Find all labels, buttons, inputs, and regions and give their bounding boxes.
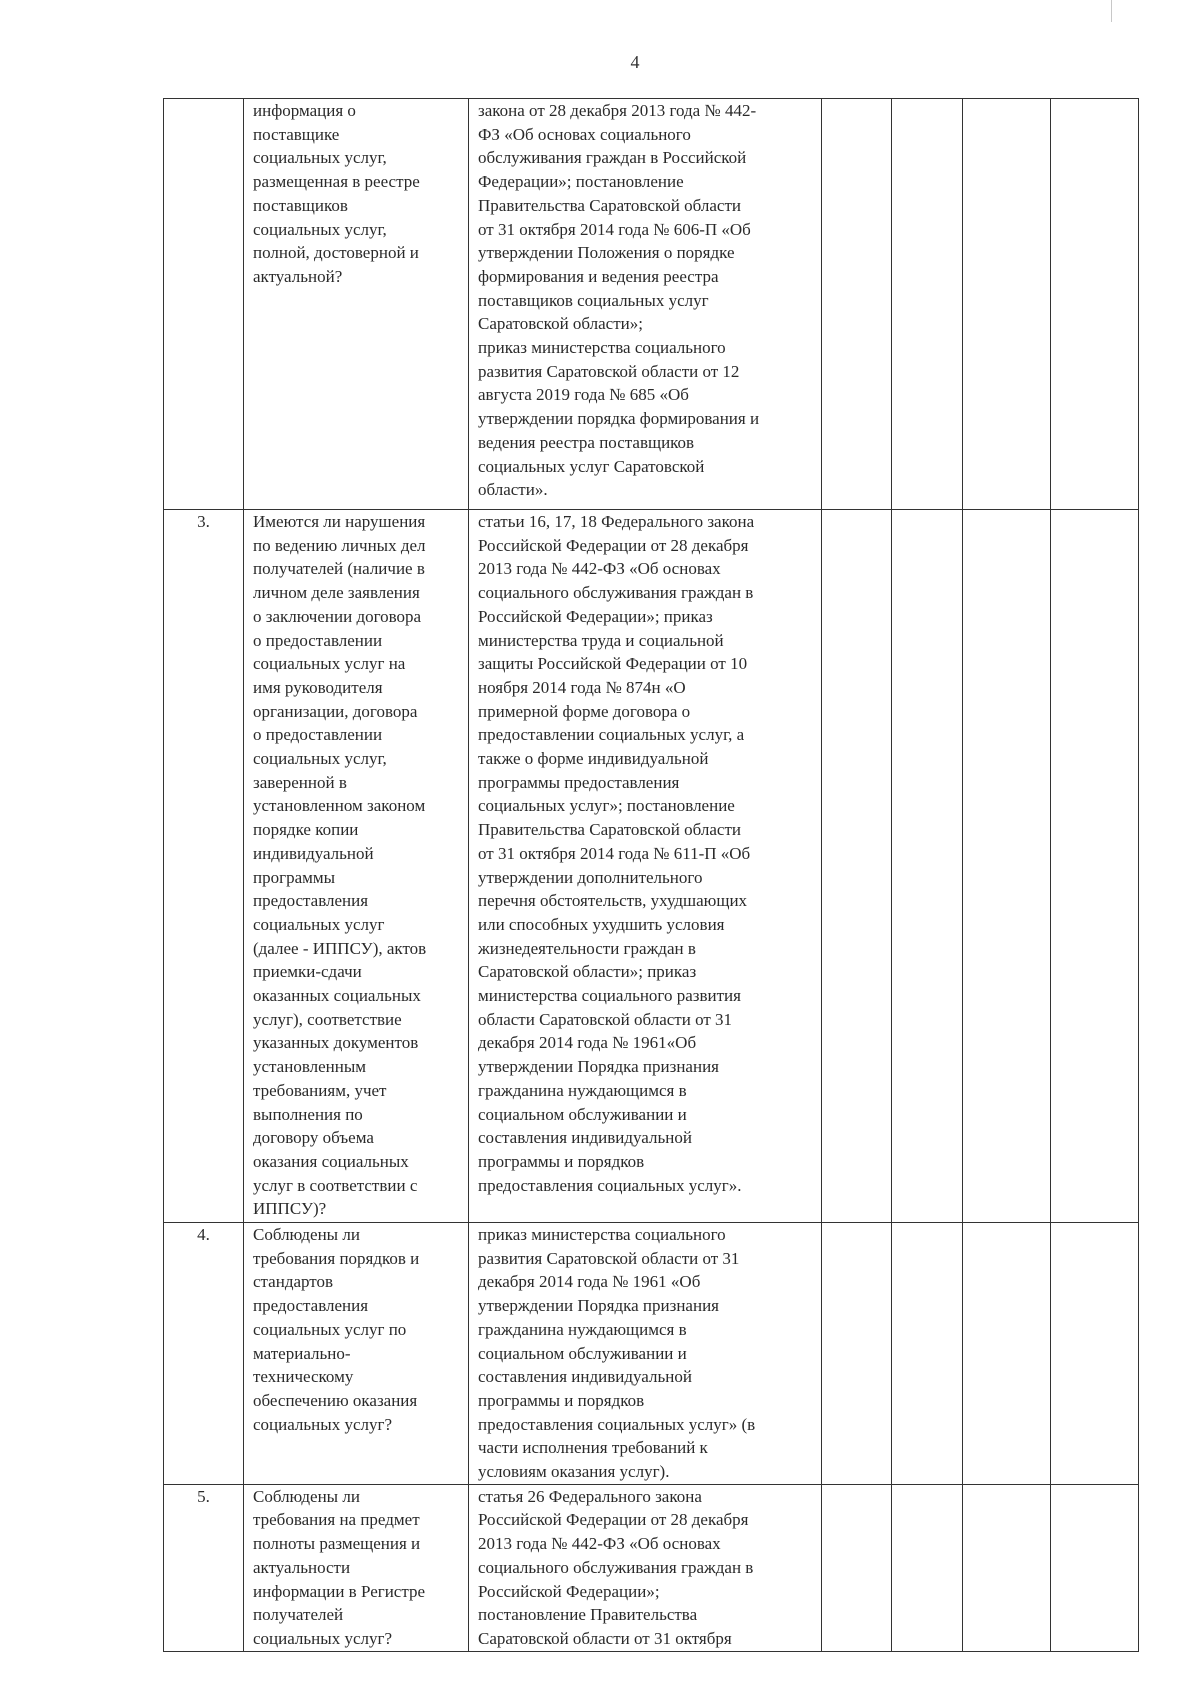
question-text: Имеются ли нарушения по ведению личных дел получателей (наличие в личном деле заявления о заключении договора о предоставлении социальных услуг на имя руководителя организации, договора о предоставлении социальных услуг, заверенной в установленном законом порядке копии индивидуальной программы предоставления социальных услуг (далее - ИППСУ), актов приемки-сдачи оказанных социальных услуг), соответствие указанных документов установленным требованиям, учет выполнения по договору объема оказания социальных услуг в соответствии с ИППСУ)? bbox=[253, 512, 427, 1219]
empty-cell bbox=[1051, 1223, 1139, 1485]
empty-cell bbox=[963, 510, 1051, 1223]
checklist-table bbox=[163, 98, 1139, 1652]
question-text: Соблюдены ли требования порядков и стандартов предоставления социальных услуг по материально- техническому обеспечению оказания социальных услуг? bbox=[253, 1225, 420, 1434]
empty-cell bbox=[963, 1484, 1051, 1651]
legal-basis-text: статья 26 Федерального закона Российской Федерации от 28 декабря 2013 года № 442-ФЗ «Об основах социального обслуживания граждан в Российской Федерации»; постановление Правительства Саратовской области от 31 октября bbox=[478, 1486, 754, 1648]
row-number: 5. bbox=[164, 1484, 244, 1651]
scan-edge-mark bbox=[1111, 0, 1112, 22]
question-cell bbox=[244, 1223, 469, 1485]
row-number: 4. bbox=[164, 1223, 244, 1485]
question-cell bbox=[244, 1484, 469, 1651]
table-row bbox=[164, 1484, 1139, 1651]
page-number: 4 bbox=[630, 52, 640, 72]
question-text: Соблюдены ли требования на предмет полноты размещения и актуальности информации в Регистре получателей социальных услуг? bbox=[253, 1486, 426, 1648]
empty-cell bbox=[1051, 510, 1139, 1223]
question-cell bbox=[244, 510, 469, 1223]
legal-basis-cell bbox=[469, 510, 822, 1223]
row-number: 3. bbox=[164, 510, 244, 1223]
empty-cell bbox=[822, 99, 892, 510]
question-cell bbox=[244, 99, 469, 510]
legal-basis-text: закона от 28 декабря 2013 года № 442- ФЗ «Об основах социального обслуживания граждан в Российской Федерации»; постановление Правительства Саратовской области от 31 октября 2014 года № 606-П «Об утверждении Положения о порядке формирования и ведения реестра поставщиков социальных услуг Саратовской области»; приказ министерства социального развития Саратовской области от 12 августа 2019 года № 685 «Об утверждении порядка формирования и ведения реестра поставщиков социальных услуг Саратовской области». bbox=[478, 101, 760, 500]
legal-basis-text: приказ министерства социального развития Саратовской области от 31 декабря 2014 года № 1961 «Об утверждении Порядка признания гражданина нуждающимся в социальном обслуживании и составления индивидуальной программы и порядков предоставления социальных услуг» (в части исполнения требований к условиям оказания услуг). bbox=[478, 1225, 756, 1482]
empty-cell bbox=[892, 1223, 963, 1485]
empty-cell bbox=[822, 1223, 892, 1485]
legal-basis-cell bbox=[469, 1223, 822, 1485]
row-number bbox=[164, 99, 244, 510]
empty-cell bbox=[892, 1484, 963, 1651]
empty-cell bbox=[1051, 99, 1139, 510]
empty-cell bbox=[1051, 1484, 1139, 1651]
question-text: информация о поставщике социальных услуг, размещенная в реестре поставщиков социальных услуг, полной, достоверной и актуальной? bbox=[253, 101, 420, 286]
table-row bbox=[164, 510, 1139, 1223]
empty-cell bbox=[822, 510, 892, 1223]
legal-basis-cell bbox=[469, 1484, 822, 1651]
legal-basis-text: статьи 16, 17, 18 Федерального закона Российской Федерации от 28 декабря 2013 года № 442-ФЗ «Об основах социального обслуживания граждан в Российской Федерации»; приказ министерства труда и социальной защиты Российской Федерации от 10 ноября 2014 года № 874н «О примерной форме договора о предоставлении социальных услуг, а также о форме индивидуальной программы предоставления социальных услуг»; постановление Правительства Саратовской области от 31 октября 2014 года № 611-П «Об утверждении дополнительного перечня обстоятельств, ухудшающих или способных ухудшить условия жизнедеятельности граждан в Саратовской области»; приказ министерства социального развития области Саратовской области от 31 декабря 2014 года № 1961«Об утверждении Порядка признания гражданина нуждающимся в социальном обслуживании и составления индивидуальной программы и порядков предоставления социальных услуг». bbox=[478, 512, 755, 1195]
empty-cell bbox=[892, 99, 963, 510]
table-row bbox=[164, 1223, 1139, 1485]
empty-cell bbox=[892, 510, 963, 1223]
empty-cell bbox=[822, 1484, 892, 1651]
empty-cell bbox=[963, 99, 1051, 510]
legal-basis-cell bbox=[469, 99, 822, 510]
empty-cell bbox=[963, 1223, 1051, 1485]
table-row bbox=[164, 99, 1139, 510]
